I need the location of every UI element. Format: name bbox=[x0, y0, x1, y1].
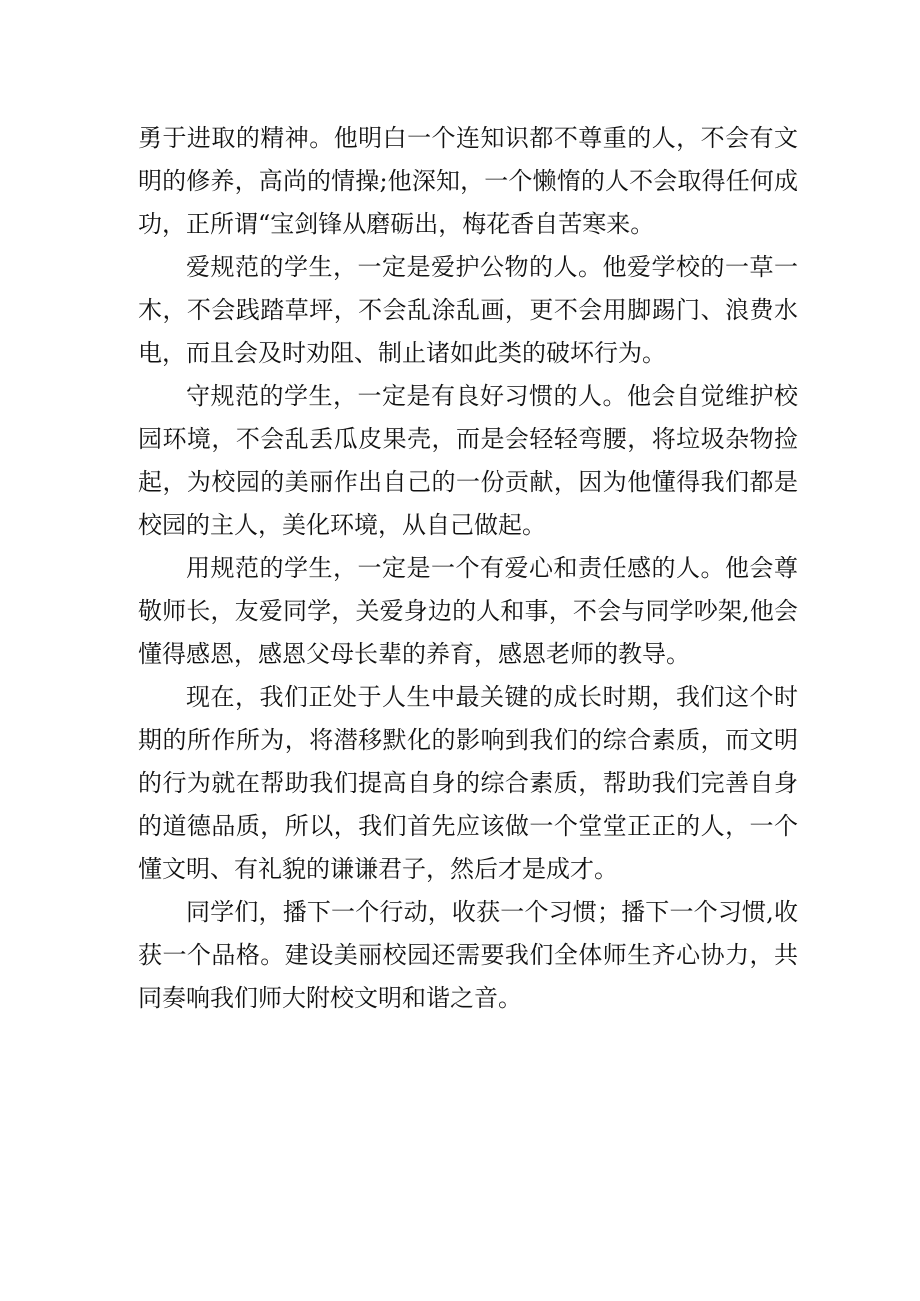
paragraph-good-habits: 守规范的学生，一定是有良好习惯的人。他会自觉维护校园环境，不会乱丢瓜皮果壳，而是会轻轻弯腰，将垃圾杂物捡起，为校园的美丽作出自己的一份贡献，因为他懂得我们都是校园的主人，美化环境，从自己做起。 bbox=[138, 382, 798, 539]
paragraph-conclusion: 同学们，播下一个行动，收获一个习惯；播下一个习惯,收获一个品格。建设美丽校园还需要我们全体师生齐心协力，共同奏响我们师大附校文明和谐之音。 bbox=[138, 898, 798, 1012]
paragraph-continued: 勇于进取的精神。他明白一个连知识都不尊重的人，不会有文明的修养，高尚的情操;他深知，一个懒惰的人不会取得任何成功，正所谓“宝剑锋从磨砺出，梅花香自苦寒来。 bbox=[138, 124, 798, 238]
paragraph-growth-period: 现在，我们正处于人生中最关键的成长时期，我们这个时期的所作所为，将潜移默化的影响到我们的综合素质，而文明的行为就在帮助我们提高自身的综合素质，帮助我们完善自身的道德品质，所以，我们首先应该做一个堂堂正正的人，一个懂文明、有礼貌的谦谦君子，然后才是成才。 bbox=[138, 683, 798, 883]
paragraph-protect-property: 爱规范的学生，一定是爱护公物的人。他爱学校的一草一木，不会践踏草坪，不会乱涂乱画，更不会用脚踢门、浪费水电，而且会及时劝阻、制止诸如此类的破坏行为。 bbox=[138, 253, 798, 367]
paragraph-caring-responsibility: 用规范的学生，一定是一个有爱心和责任感的人。他会尊敬师长，友爱同学，关爱身边的人和事，不会与同学吵架,他会懂得感恩，感恩父母长辈的养育，感恩老师的教导。 bbox=[138, 554, 798, 668]
document-body bbox=[138, 117, 798, 1020]
